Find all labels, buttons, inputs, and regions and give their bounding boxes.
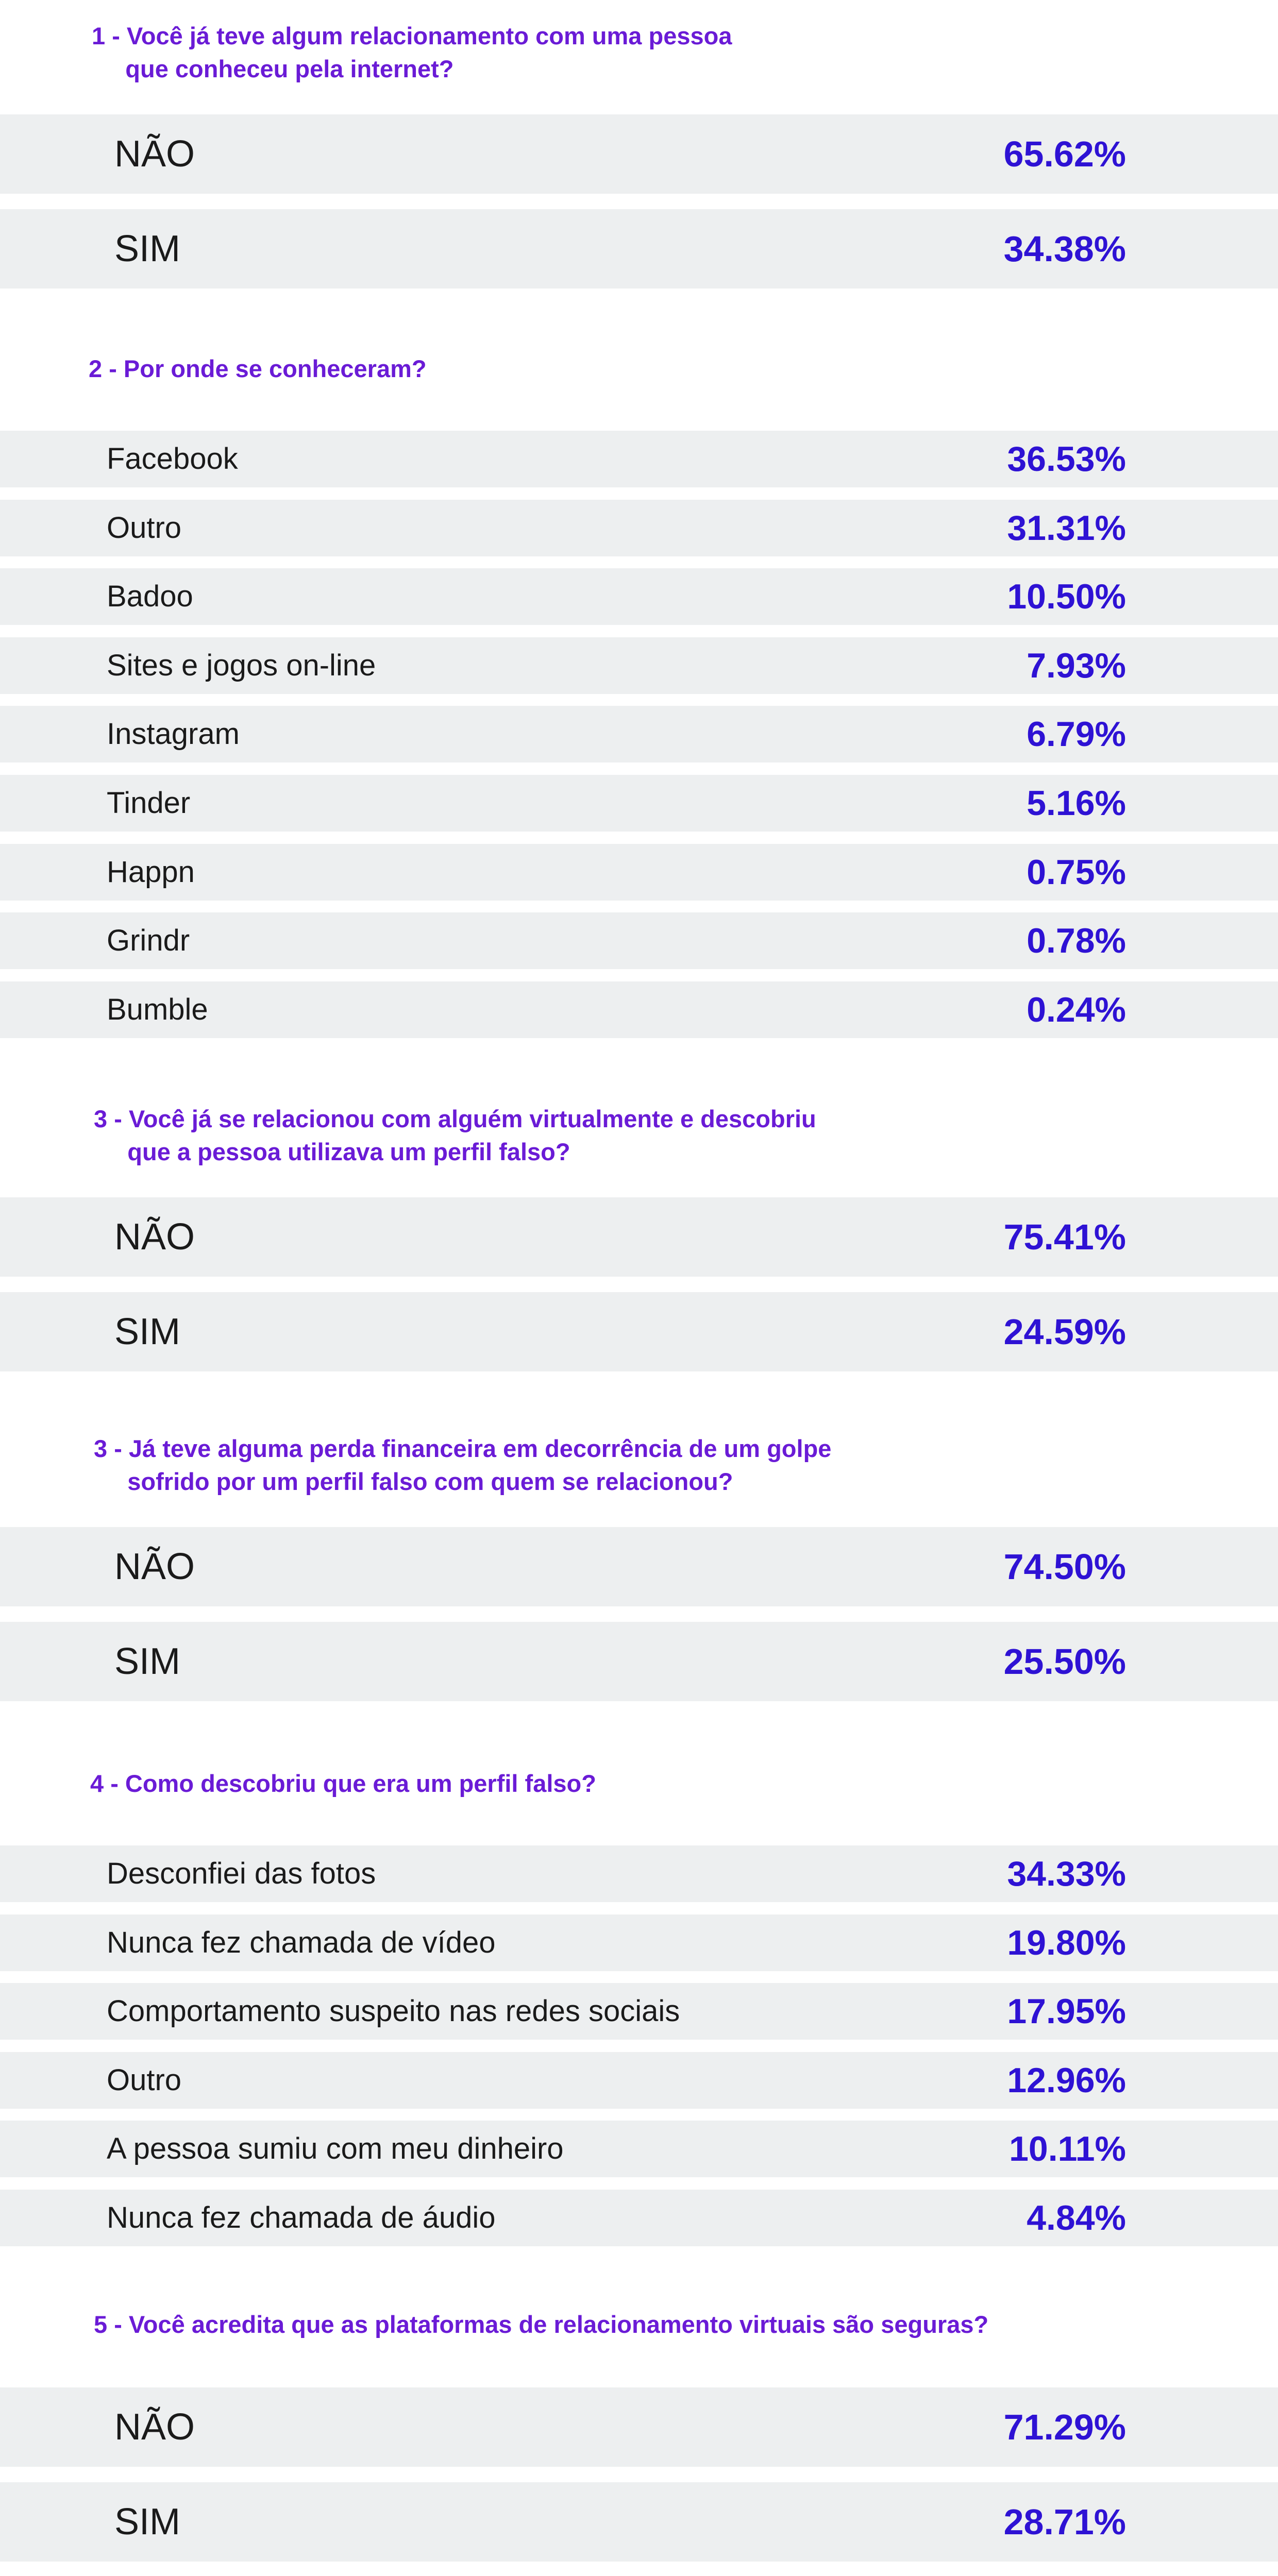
answer-percentage: 10.11%: [1009, 2129, 1126, 2168]
answer-label: Nunca fez chamada de vídeo: [107, 1926, 496, 1959]
answer-label: SIM: [114, 1311, 181, 1352]
answer-row: [0, 1292, 1278, 1371]
answer-percentage: 34.33%: [1007, 1854, 1126, 1893]
answer-label: Desconfiei das fotos: [107, 1857, 376, 1890]
answer-percentage: 75.41%: [1003, 1217, 1126, 1257]
answer-row: [0, 431, 1278, 487]
answer-row: [0, 1527, 1278, 1606]
answer-label: NÃO: [114, 1546, 195, 1587]
answer-percentage: 31.31%: [1007, 509, 1126, 548]
answer-row: [0, 844, 1278, 901]
question-title-1: 1 - Você já teve algum relacionamento com uma pessoa que conheceu pela internet?: [92, 22, 732, 82]
answer-row: [0, 2052, 1278, 2109]
answer-percentage: 65.62%: [1003, 134, 1126, 174]
answer-row: [0, 1622, 1278, 1701]
answer-label: SIM: [114, 2501, 181, 2543]
answer-label: Tinder: [107, 786, 191, 820]
answer-row: [0, 912, 1278, 969]
question-title-4: 3 - Já teve alguma perda financeira em decorrência de um golpe sofrido por um perfil falso com quem se relacionou?: [94, 1435, 832, 1495]
answer-row: [0, 114, 1278, 194]
answer-percentage: 25.50%: [1003, 1641, 1126, 1682]
answer-percentage: 6.79%: [1027, 715, 1126, 754]
question-title-5: 4 - Como descobriu que era um perfil falso?: [90, 1770, 596, 1797]
answer-label: Nunca fez chamada de áudio: [107, 2201, 496, 2234]
answer-label: NÃO: [114, 2406, 195, 2448]
answer-label: Happn: [107, 855, 195, 889]
answer-percentage: 17.95%: [1007, 1992, 1126, 2031]
answer-percentage: 74.50%: [1003, 1547, 1126, 1587]
answer-row: [0, 1983, 1278, 2040]
answer-row: [0, 2387, 1278, 2467]
answer-label: A pessoa sumiu com meu dinheiro: [107, 2132, 564, 2165]
question-title-6: 5 - Você acredita que as plataformas de relacionamento virtuais são seguras?: [94, 2311, 989, 2338]
answer-percentage: 36.53%: [1007, 439, 1126, 479]
answer-row: [0, 981, 1278, 1038]
answer-row: [0, 1197, 1278, 1277]
answer-row: [0, 2190, 1278, 2246]
answer-label: Outro: [107, 2063, 182, 2097]
answer-label: NÃO: [114, 1216, 195, 1258]
answer-percentage: 4.84%: [1027, 2198, 1126, 2238]
answer-label: Facebook: [107, 442, 238, 476]
answer-label: Comportamento suspeito nas redes sociais: [107, 1994, 680, 2028]
answer-row: [0, 2121, 1278, 2177]
answer-label: Instagram: [107, 717, 240, 751]
answer-label: SIM: [114, 1641, 181, 1682]
answer-label: Bumble: [107, 993, 208, 1026]
answer-label: SIM: [114, 228, 181, 269]
question-title-2: 2 - Por onde se conheceram?: [89, 355, 427, 382]
answer-row: [0, 568, 1278, 625]
answer-percentage: 12.96%: [1007, 2061, 1126, 2100]
answer-row: [0, 2482, 1278, 2562]
answer-percentage: 10.50%: [1007, 577, 1126, 616]
answer-row: [0, 706, 1278, 762]
question-title-3: 3 - Você já se relacionou com alguém virtualmente e descobriu que a pessoa utilizava um perfil falso?: [94, 1105, 816, 1165]
answer-percentage: 0.75%: [1027, 853, 1126, 892]
answer-label: Outro: [107, 511, 182, 545]
answer-label: Grindr: [107, 924, 190, 957]
answer-row: [0, 775, 1278, 832]
answer-row: [0, 209, 1278, 289]
answer-percentage: 28.71%: [1003, 2502, 1126, 2542]
answer-percentage: 0.78%: [1027, 921, 1126, 960]
answer-label: NÃO: [114, 133, 195, 175]
answer-percentage: 34.38%: [1003, 229, 1126, 269]
answer-row: [0, 637, 1278, 694]
answer-percentage: 19.80%: [1007, 1923, 1126, 1962]
answer-percentage: 7.93%: [1027, 646, 1126, 685]
answer-row: [0, 1845, 1278, 1902]
answer-percentage: 71.29%: [1003, 2407, 1126, 2447]
answer-label: Badoo: [107, 580, 193, 613]
answer-percentage: 5.16%: [1027, 784, 1126, 823]
answer-row: [0, 1914, 1278, 1971]
answer-label: Sites e jogos on-line: [107, 649, 376, 682]
answer-row: [0, 500, 1278, 556]
answer-percentage: 24.59%: [1003, 1312, 1126, 1352]
answer-percentage: 0.24%: [1027, 990, 1126, 1029]
